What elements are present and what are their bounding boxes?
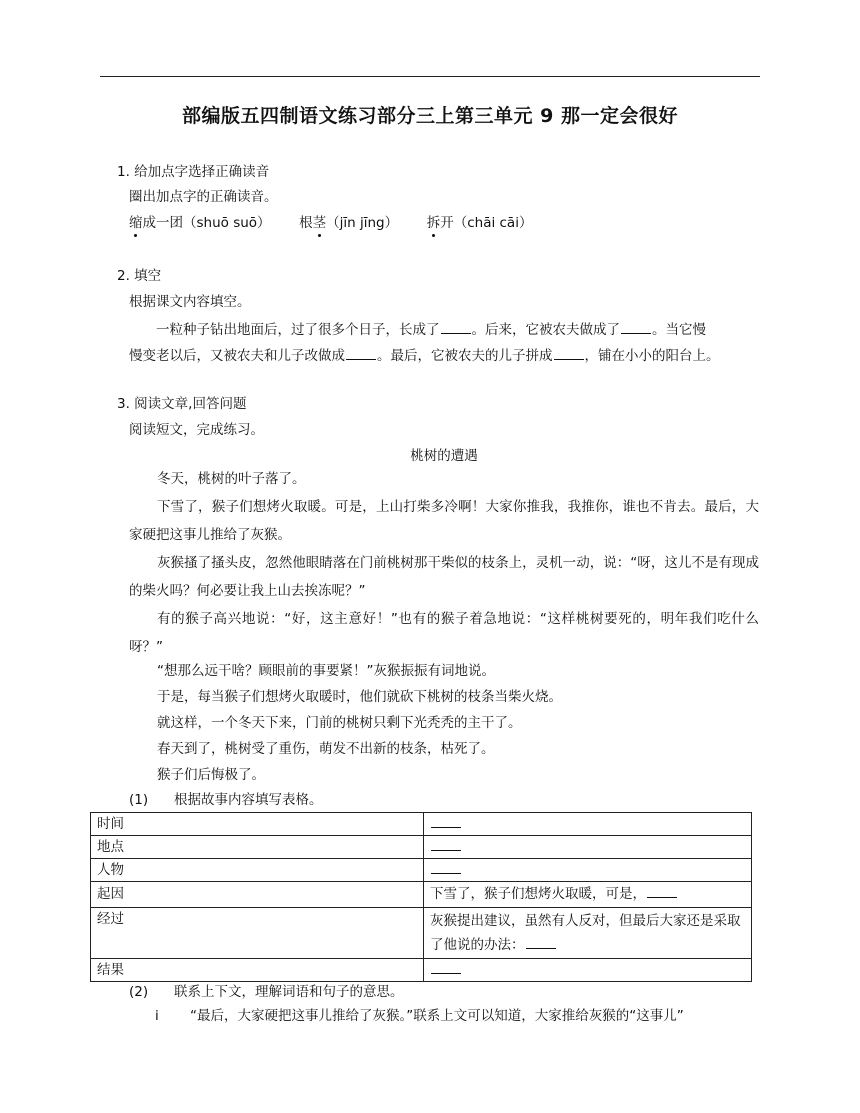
q1-item-2-prefix: 根 <box>299 215 313 231</box>
q1-item-3 <box>427 215 533 231</box>
table-row <box>91 836 752 859</box>
q2-line-1 <box>156 319 706 340</box>
table-value[interactable] <box>424 882 752 908</box>
q1-item-3-options: （chāi cāi） <box>453 215 533 231</box>
sub-question-2-text: 联系上下文，理解词语和句子的意思。 <box>174 984 404 1000</box>
q2-line-2-a: 慢变老以后，又被农夫和儿子改做成 <box>129 348 345 364</box>
sub-question-2-i-number: i <box>155 1008 159 1024</box>
answer-blank[interactable] <box>431 836 461 851</box>
answer-blank[interactable] <box>346 345 376 360</box>
q2-line-1-b: 。后来，它被农夫做成了 <box>471 322 620 338</box>
table-label: 起因 <box>91 882 424 908</box>
q2-line-1-c: 。当它慢 <box>652 322 706 338</box>
q1-item-2 <box>299 215 398 231</box>
table-value[interactable] <box>424 813 752 836</box>
table-value[interactable] <box>424 908 752 959</box>
story-table <box>90 812 752 982</box>
table-row <box>91 959 752 982</box>
story-paragraph: 有的猴子高兴地说：“好，这主意好！”也有的猴子着急地说：“这样桃树要死的，明年我们吃什么呀？” <box>129 611 759 655</box>
q2-instruction: 根据课文内容填空。 <box>129 294 251 310</box>
q2-line-1-a: 一粒种子钻出地面后，过了很多个日子，长成了 <box>156 322 440 338</box>
answer-blank[interactable] <box>647 883 677 898</box>
table-label: 结果 <box>91 959 424 982</box>
table-value-text: 灰猴提出建议，虽然有人反对，但最后大家还是采取了他说的办法： <box>430 913 741 953</box>
page-title: 部编版五四制语文练习部分三上第三单元 9 那一定会很好 <box>182 105 678 127</box>
q1-item-1 <box>129 215 271 231</box>
answer-blank[interactable] <box>554 345 584 360</box>
table-value-text: 下雪了，猴子们想烤火取暖，可是， <box>430 886 646 902</box>
q1-item-1-options: （shuō suō） <box>183 215 271 231</box>
sub-question-1-number: (1) <box>129 792 149 808</box>
q3-instruction: 阅读短文，完成练习。 <box>129 422 264 438</box>
q1-item-3-rest: 开 <box>440 215 454 231</box>
sub-question-2-number: (2) <box>129 984 149 1000</box>
answer-blank[interactable] <box>441 319 471 334</box>
dotted-char: 茎 <box>312 215 327 231</box>
table-value[interactable] <box>424 859 752 882</box>
sub-question-2-i-text: “最后，大家硬把这事儿推给了灰猴。”联系上文可以知道，大家推给灰猴的“这事儿” <box>190 1008 684 1024</box>
q1-item-1-rest: 成一团 <box>142 215 183 231</box>
answer-blank[interactable] <box>431 959 461 974</box>
story-paragraph: 于是，每当猴子们想烤火取暖时，他们就砍下桃树的枝条当柴火烧。 <box>157 689 562 705</box>
table-row <box>91 813 752 836</box>
q2-heading: 2. 填空 <box>117 268 162 284</box>
answer-blank[interactable] <box>431 813 461 828</box>
table-value[interactable] <box>424 836 752 859</box>
story-paragraph: 春天到了，桃树受了重伤，萌发不出新的枝条，枯死了。 <box>157 741 495 757</box>
q2-line-2-c: ，铺在小小的阳台上。 <box>584 348 720 364</box>
dotted-char: 拆 <box>426 215 441 231</box>
answer-blank[interactable] <box>526 934 556 949</box>
dotted-char: 缩 <box>129 215 143 231</box>
story-paragraph: 冬天，桃树的叶子落了。 <box>157 471 306 487</box>
header-rule <box>100 76 760 77</box>
table-label: 地点 <box>91 836 424 859</box>
q2-line-2 <box>129 345 720 366</box>
table-value[interactable] <box>424 959 752 982</box>
story-paragraph: 灰猴搔了搔头皮，忽然他眼睛落在门前桃树那干柴似的枝条上，灵机一动，说：“呀，这儿不是有现成的柴火吗？何必要让我上山去挨冻呢？” <box>129 555 759 599</box>
q1-item-2-options: （jīn jīng） <box>326 215 399 231</box>
table-label: 经过 <box>91 908 424 959</box>
table-label: 人物 <box>91 859 424 882</box>
q3-heading: 3. 阅读文章,回答问题 <box>117 396 247 412</box>
story-paragraph: 猴子们后悔极了。 <box>157 767 265 783</box>
table-row <box>91 859 752 882</box>
q1-instruction: 圈出加点字的正确读音。 <box>129 189 278 205</box>
answer-blank[interactable] <box>431 859 461 874</box>
answer-blank[interactable] <box>621 319 651 334</box>
story-paragraph: 下雪了，猴子们想烤火取暖。可是，上山打柴多冷啊！大家你推我，我推你，谁也不肯去。最后，大家硬把这事儿推给了灰猴。 <box>129 499 759 543</box>
q1-items <box>129 213 532 233</box>
story-paragraph: 就这样，一个冬天下来，门前的桃树只剩下光秃秃的主干了。 <box>157 715 522 731</box>
story-paragraph: “想那么远干啥？顾眼前的事要紧！”灰猴振振有词地说。 <box>157 663 495 679</box>
q1-heading: 1. 给加点字选择正确读音 <box>117 164 270 180</box>
q2-line-2-b: 。最后，它被农夫的儿子拼成 <box>377 348 553 364</box>
table-row <box>91 882 752 908</box>
story-title: 桃树的遭遇 <box>410 448 478 464</box>
table-label: 时间 <box>91 813 424 836</box>
sub-question-1-text: 根据故事内容填写表格。 <box>174 792 323 808</box>
table-row <box>91 908 752 959</box>
